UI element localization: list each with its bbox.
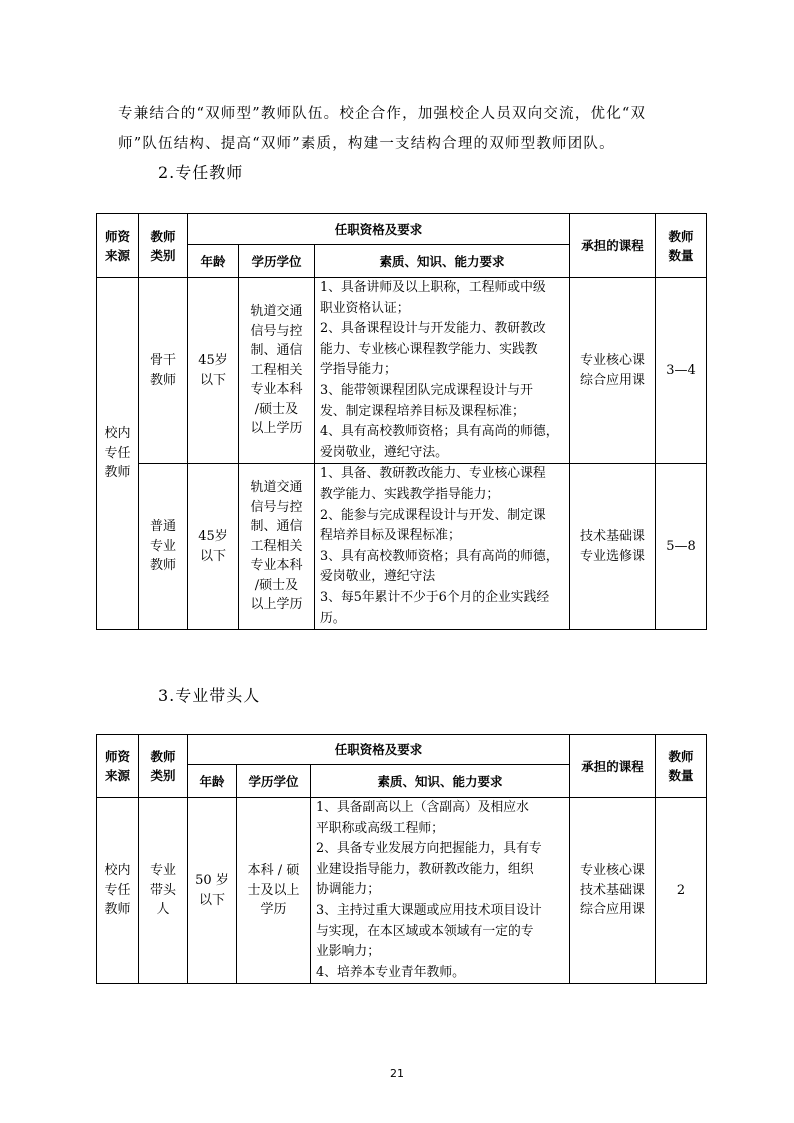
courses-cell: 技术基础课 专业选修课 (570, 464, 656, 630)
intro-line-1: 专兼结合的“双师型”教师队伍。校企合作，加强校企人员双向交流，优化“双 (118, 106, 647, 122)
education-cell: 轨道交通 信号与控 制、通信 工程相关 专业本科 /硕士及 以上学历 (239, 464, 315, 630)
age-cell: 50 岁 以下 (188, 798, 237, 984)
header-age: 年龄 (188, 765, 237, 798)
count-cell: 3—4 (656, 278, 707, 464)
category-cell: 骨干 教师 (139, 278, 188, 464)
section-3-heading: 3.专业带头人 (158, 686, 261, 705)
header-count: 教师 数量 (656, 735, 707, 798)
header-age: 年龄 (188, 245, 239, 278)
header-category: 教师 类别 (139, 735, 188, 798)
header-source: 师资 来源 (97, 735, 139, 798)
header-source: 师资 来源 (97, 214, 139, 278)
program-leader-table (96, 734, 707, 984)
education-cell: 本科 / 硕 士及以上 学历 (237, 798, 311, 984)
category-cell: 专业 带头 人 (139, 798, 188, 984)
age-cell: 45岁 以下 (188, 278, 239, 464)
header-requirements: 素质、知识、能力要求 (315, 245, 570, 278)
requirements-cell: 1、具备讲师及以上职称，工程师或中级 职业资格认证； 2、具备课程设计与开发能力、教研教改 能力、专业核心课程教学能力、实践教 学指导能力； 3、能带领课程团队完成课程设计与开 发、制定课程培养目标及课程标准； 4、具有高校教师资格；具有高尚的师德， 爱岗敬业，遵纪守法。 (315, 278, 570, 464)
section-2-heading: 2.专任教师 (158, 163, 244, 182)
header-count: 教师 数量 (656, 214, 707, 278)
header-courses: 承担的课程 (570, 735, 656, 798)
header-education: 学历学位 (237, 765, 311, 798)
courses-cell: 专业核心课 技术基础课 综合应用课 (570, 798, 656, 984)
table-row (97, 798, 707, 984)
header-courses: 承担的课程 (570, 214, 656, 278)
table-row (97, 464, 707, 630)
age-cell: 45岁 以下 (188, 464, 239, 630)
education-cell: 轨道交通 信号与控 制、通信 工程相关 专业本科 /硕士及 以上学历 (239, 278, 315, 464)
header-education: 学历学位 (239, 245, 315, 278)
page-number: 21 (390, 1067, 404, 1080)
category-cell: 普通 专业 教师 (139, 464, 188, 630)
source-cell: 校内 专任 教师 (97, 278, 139, 630)
header-requirements: 素质、知识、能力要求 (311, 765, 570, 798)
table-row (97, 278, 707, 464)
intro-paragraph (118, 99, 678, 159)
source-cell: 校内 专任 教师 (97, 798, 139, 984)
requirements-cell: 1、具备、教研教改能力、专业核心课程 教学能力、实践教学指导能力； 2、能参与完成课程设计与开发、制定课 程培养目标及课程标准； 3、具有高校教师资格；具有高尚的师德， 爱岗敬业，遵纪守法 3、每5年累计不少于6个月的企业实践经 历。 (315, 464, 570, 630)
courses-cell: 专业核心课 综合应用课 (570, 278, 656, 464)
header-qualifications: 任职资格及要求 (188, 214, 570, 245)
header-qualifications: 任职资格及要求 (188, 735, 570, 765)
requirements-cell: 1、具备副高以上（含副高）及相应水 平职称或高级工程师； 2、具备专业发展方向把握能力，具有专 业建设指导能力，教研教改能力，组织 协调能力； 3、主持过重大课题或应用技术项目设计 与实现，在本区域或本领域有一定的专 业影响力； 4、培养本专业青年教师。 (311, 798, 570, 984)
full-time-teacher-table (96, 213, 707, 630)
count-cell: 5—8 (656, 464, 707, 630)
header-category: 教师 类别 (139, 214, 188, 278)
intro-line-2: 师”队伍结构、提高“双师”素质，构建一支结构合理的双师型教师团队。 (118, 136, 615, 152)
count-cell: 2 (656, 798, 707, 984)
